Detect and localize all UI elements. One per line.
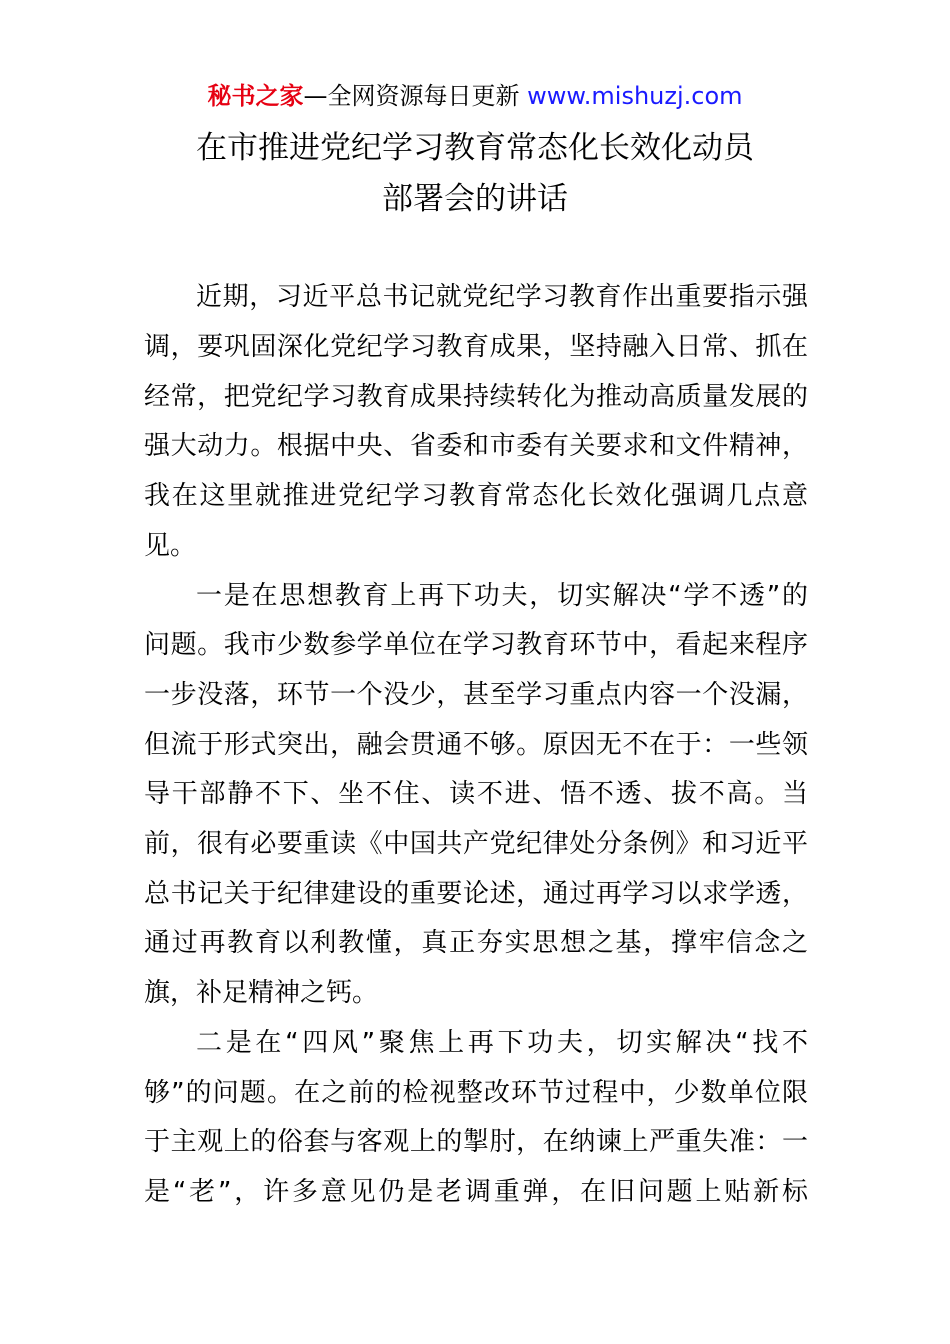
body-line: 一是在思想教育上再下功夫，切实解决“学不透”的 [196, 581, 808, 611]
body-line: 见。 [144, 531, 197, 561]
body-line: 经常，把党纪学习教育成果持续转化为推动高质量发展的 [144, 382, 808, 412]
body-line: 二是在“四风”聚焦上再下功夫，切实解决“找不 [196, 1028, 808, 1058]
body-line: 总书记关于纪律建设的重要论述，通过再学习以求学透， [144, 879, 808, 909]
body-line: 通过再教育以利教懂，真正夯实思想之基，撑牢信念之 [144, 928, 808, 958]
body-line: 但流于形式突出，融会贯通不够。原因无不在于：一些领 [144, 730, 808, 760]
site-tagline: —全网资源每日更新 [303, 82, 528, 110]
document-title-line-1: 在市推进党纪学习教育常态化长效化动员 [196, 130, 754, 166]
document-title-line-2: 部署会的讲话 [382, 181, 568, 217]
body-line: 旗，补足精神之钙。 [144, 978, 379, 1008]
site-url-link[interactable]: www.mishuzj.com [527, 82, 743, 110]
body-line: 一步没落，环节一个没少，甚至学习重点内容一个没漏， [144, 680, 808, 710]
body-line: 导干部静不下、坐不住、读不进、悟不透、拔不高。当 [144, 779, 808, 809]
body-line: 近期，习近平总书记就党纪学习教育作出重要指示强 [196, 282, 808, 312]
body-line: 是“老”，许多意见仍是老调重弹，在旧问题上贴新标 [144, 1177, 808, 1207]
body-line: 于主观上的俗套与客观上的掣肘，在纳谏上严重失准：一 [144, 1127, 808, 1157]
body-line: 调，要巩固深化党纪学习教育成果，坚持融入日常、抓在 [144, 332, 808, 362]
body-line: 前，很有必要重读《中国共产党纪律处分条例》和习近平 [144, 829, 808, 859]
body-line: 强大动力。根据中央、省委和市委有关要求和文件精神， [144, 431, 808, 461]
site-brand: 秘书之家 [207, 82, 304, 110]
body-line: 够”的问题。在之前的检视整改环节过程中，少数单位限 [144, 1078, 808, 1108]
site-header [0, 80, 950, 112]
body-line: 我在这里就推进党纪学习教育常态化长效化强调几点意 [144, 481, 808, 511]
body-line: 问题。我市少数参学单位在学习教育环节中，看起来程序 [144, 630, 808, 660]
